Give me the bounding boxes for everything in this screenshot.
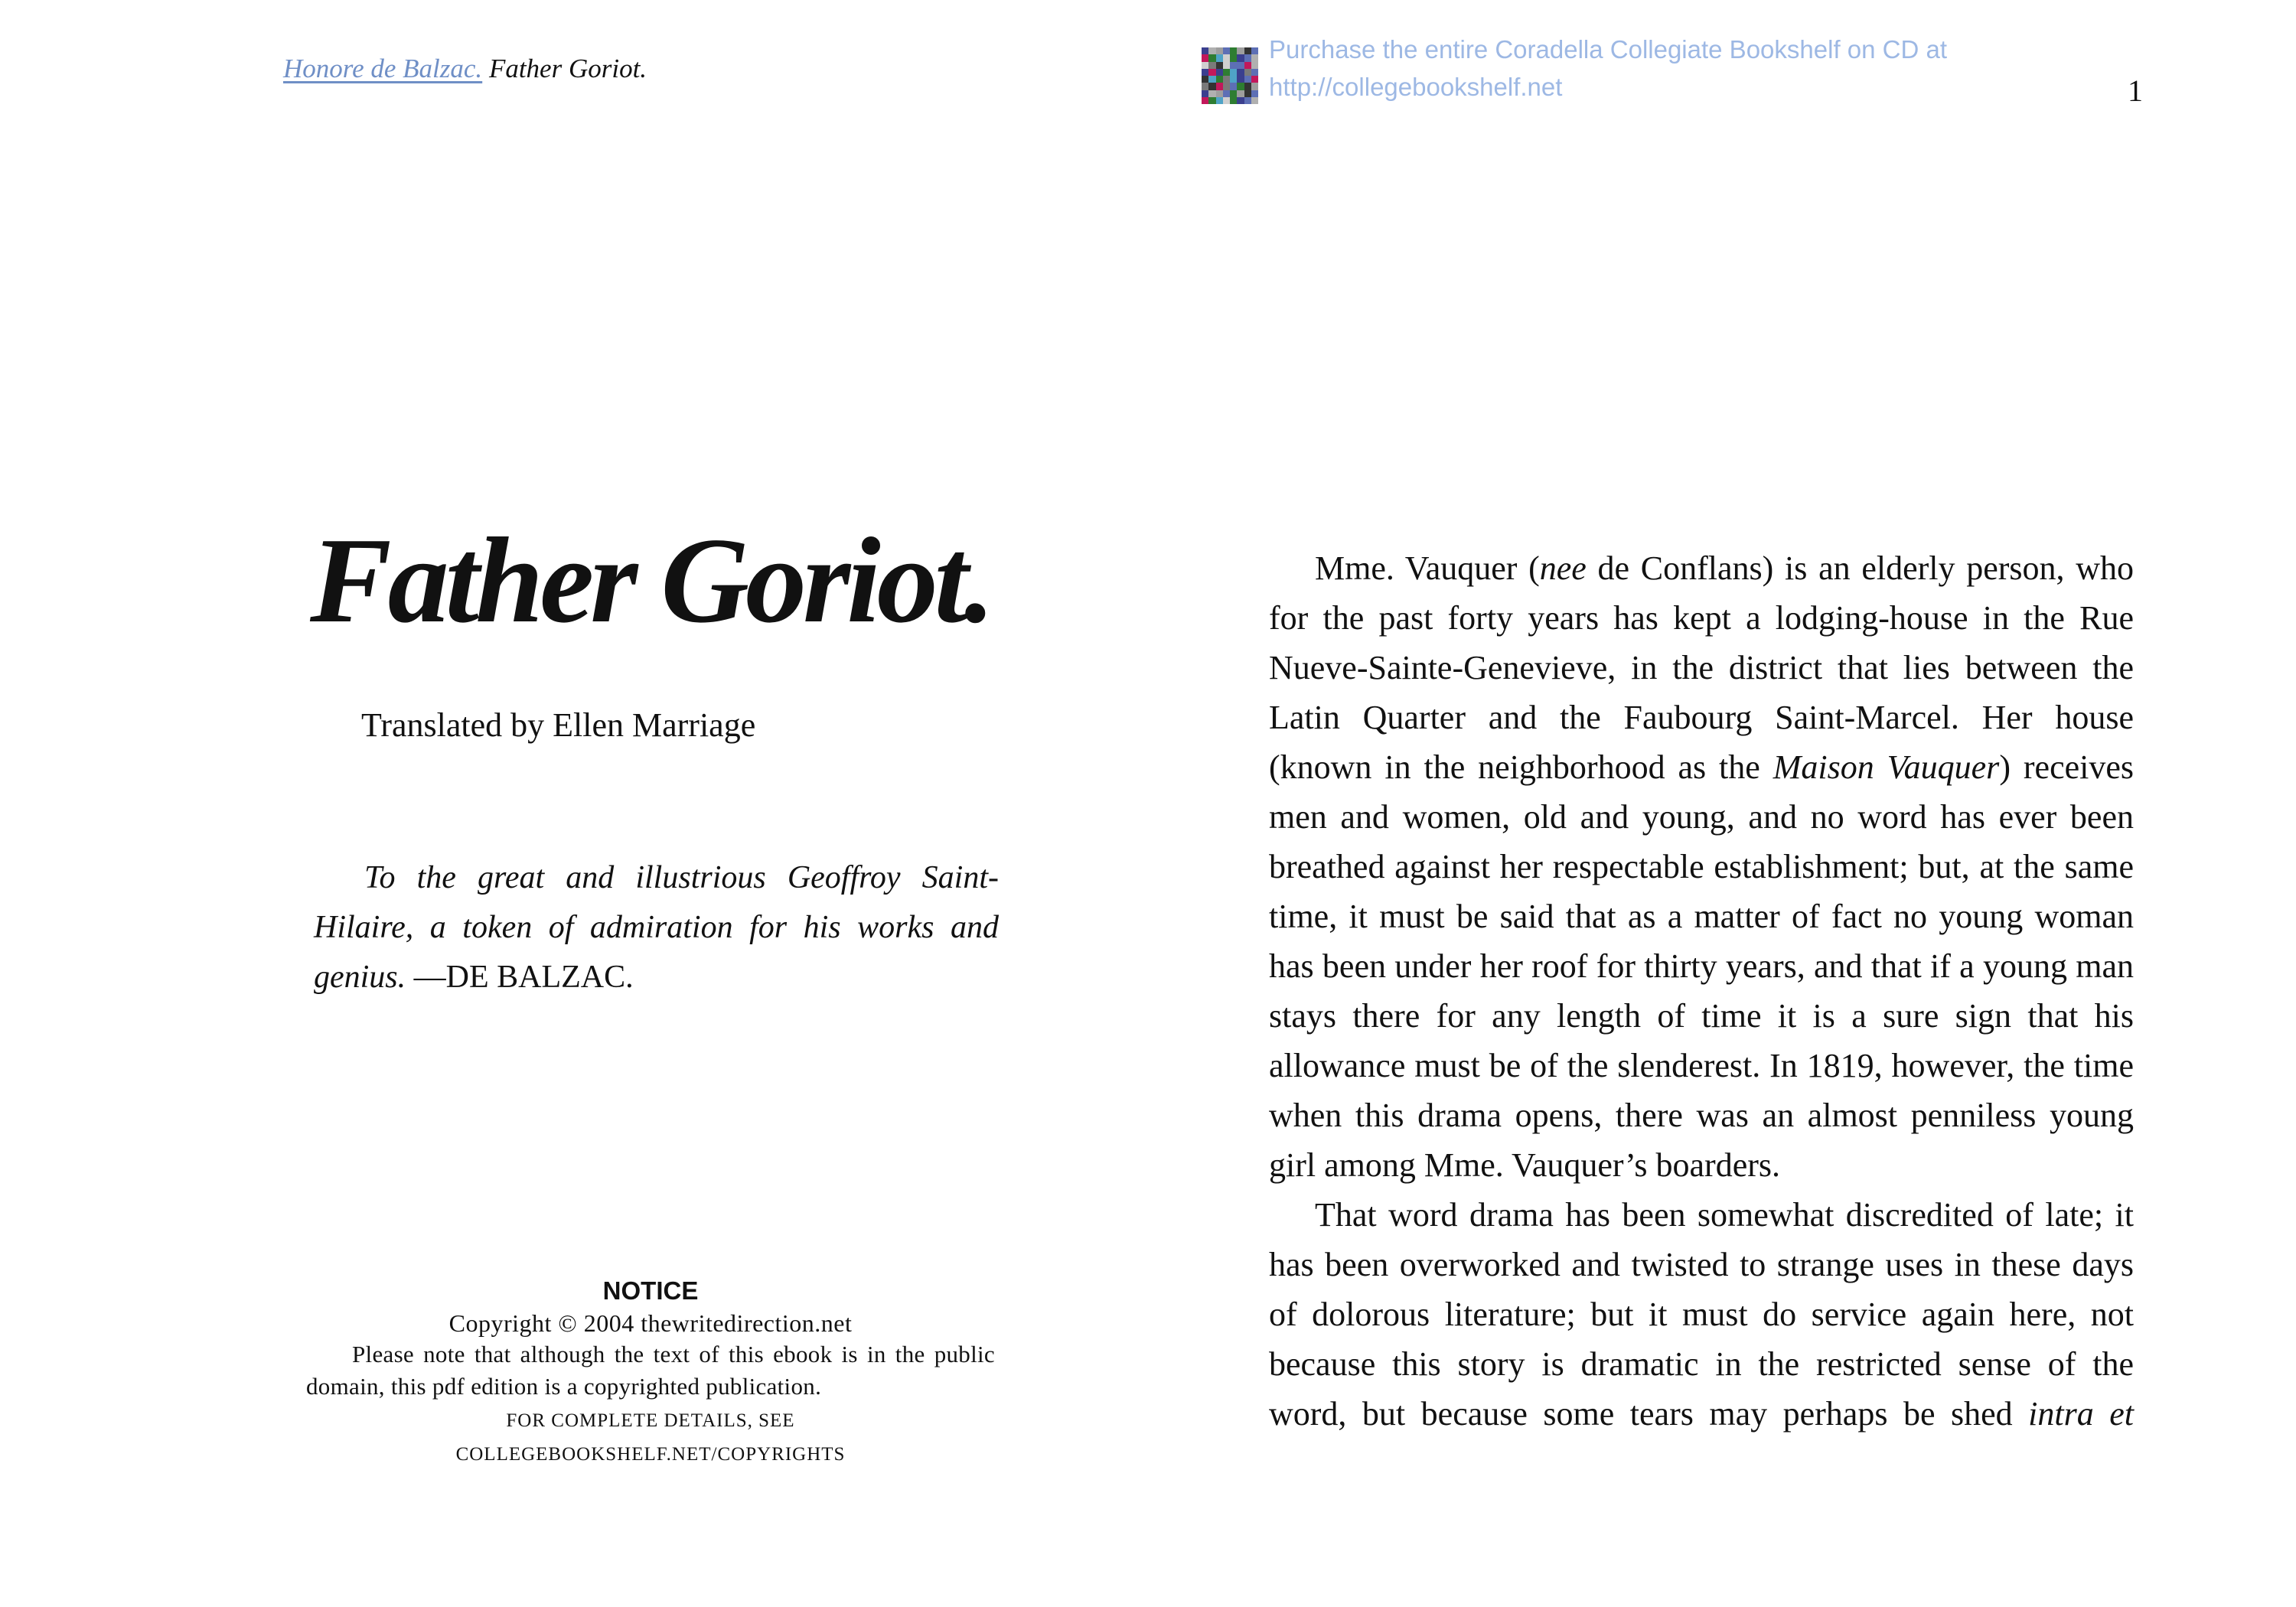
author-link[interactable]: Honore de Balzac.: [283, 54, 483, 83]
promo-text[interactable]: [1269, 31, 1947, 106]
promo-line-1[interactable]: Purchase the entire Coradella Collegiate Bookshelf on CD at: [1269, 35, 1948, 64]
book-title: Father Goriot.: [310, 512, 992, 648]
paragraph-1-italic-maison: Maison Vauquer: [1773, 748, 2000, 786]
paragraph-1-text-a: Mme. Vauquer (: [1315, 549, 1540, 587]
dedication-signature: —DE BALZAC.: [413, 960, 634, 995]
paragraph-1-text-b: de Conflans) is an elderly person, who for the past forty years has kept a lodging-house in the Rue Nueve-Sainte-Genevieve, in the district that lies between the Latin Quarter and the Faubourg Saint-Marcel. Her house (known in the neighborhood as the: [1269, 549, 2135, 786]
promo-banner[interactable]: [1202, 31, 2043, 115]
paragraph-2: [1269, 1190, 2134, 1439]
page-number: 1: [2128, 73, 2143, 108]
paragraph-1: [1269, 543, 2134, 1190]
notice-copyright: Copyright © 2004 thewritedirection.net: [448, 1309, 853, 1337]
translator-credit: Translated by Ellen Marriage: [361, 706, 756, 744]
notice-heading: NOTICE: [602, 1276, 699, 1305]
mosaic-logo-icon: [1202, 47, 1258, 104]
paragraph-1-italic-nee: nee: [1539, 549, 1587, 587]
paragraph-2-text: That word drama has been somewhat discredited of late; it has been overworked and twisted to strange uses in these days of dolorous literature; but it must do service again here, not because this story is dramatic in the restricted sense of the word, but because some tears may perhaps be shed: [1269, 1196, 2134, 1433]
notice-body: Please note that although the text of this ebook is in the public domain, this pdf edition is a copyrighted publication.: [306, 1341, 995, 1400]
notice-details-line-1: FOR COMPLETE DETAILS, SEE: [506, 1410, 795, 1431]
dedication: [314, 853, 999, 1002]
promo-url[interactable]: http://collegebookshelf.net: [1269, 73, 1563, 101]
paragraph-2-italic: intra et: [2028, 1395, 2134, 1433]
running-header-title: Father Goriot.: [488, 54, 647, 83]
chapter-text: [1269, 543, 2134, 1439]
paragraph-1-text-c: ) receives men and women, old and young, and no word has ever been breathed against her respectable establishment; but, at the same time, it must be said that as a matter of fact no young woman has been under her roof for thirty years, and that if a young man stays there for any length of time it is a sure sign that his allowance must be of the slenderest. In 1819, however, the time when this drama opens, there was an almost penniless young girl among Mme. Vauquer’s boarders.: [1269, 748, 2134, 1184]
dedication-text: To the great and illustrious Geoffroy Saint-Hilaire, a token of admiration for his works and genius.: [314, 860, 999, 995]
copyright-notice: [283, 1274, 1018, 1470]
running-header: [283, 54, 647, 84]
notice-details-line-2: COLLEGEBOOKSHELF.NET/COPYRIGHTS: [455, 1444, 846, 1465]
